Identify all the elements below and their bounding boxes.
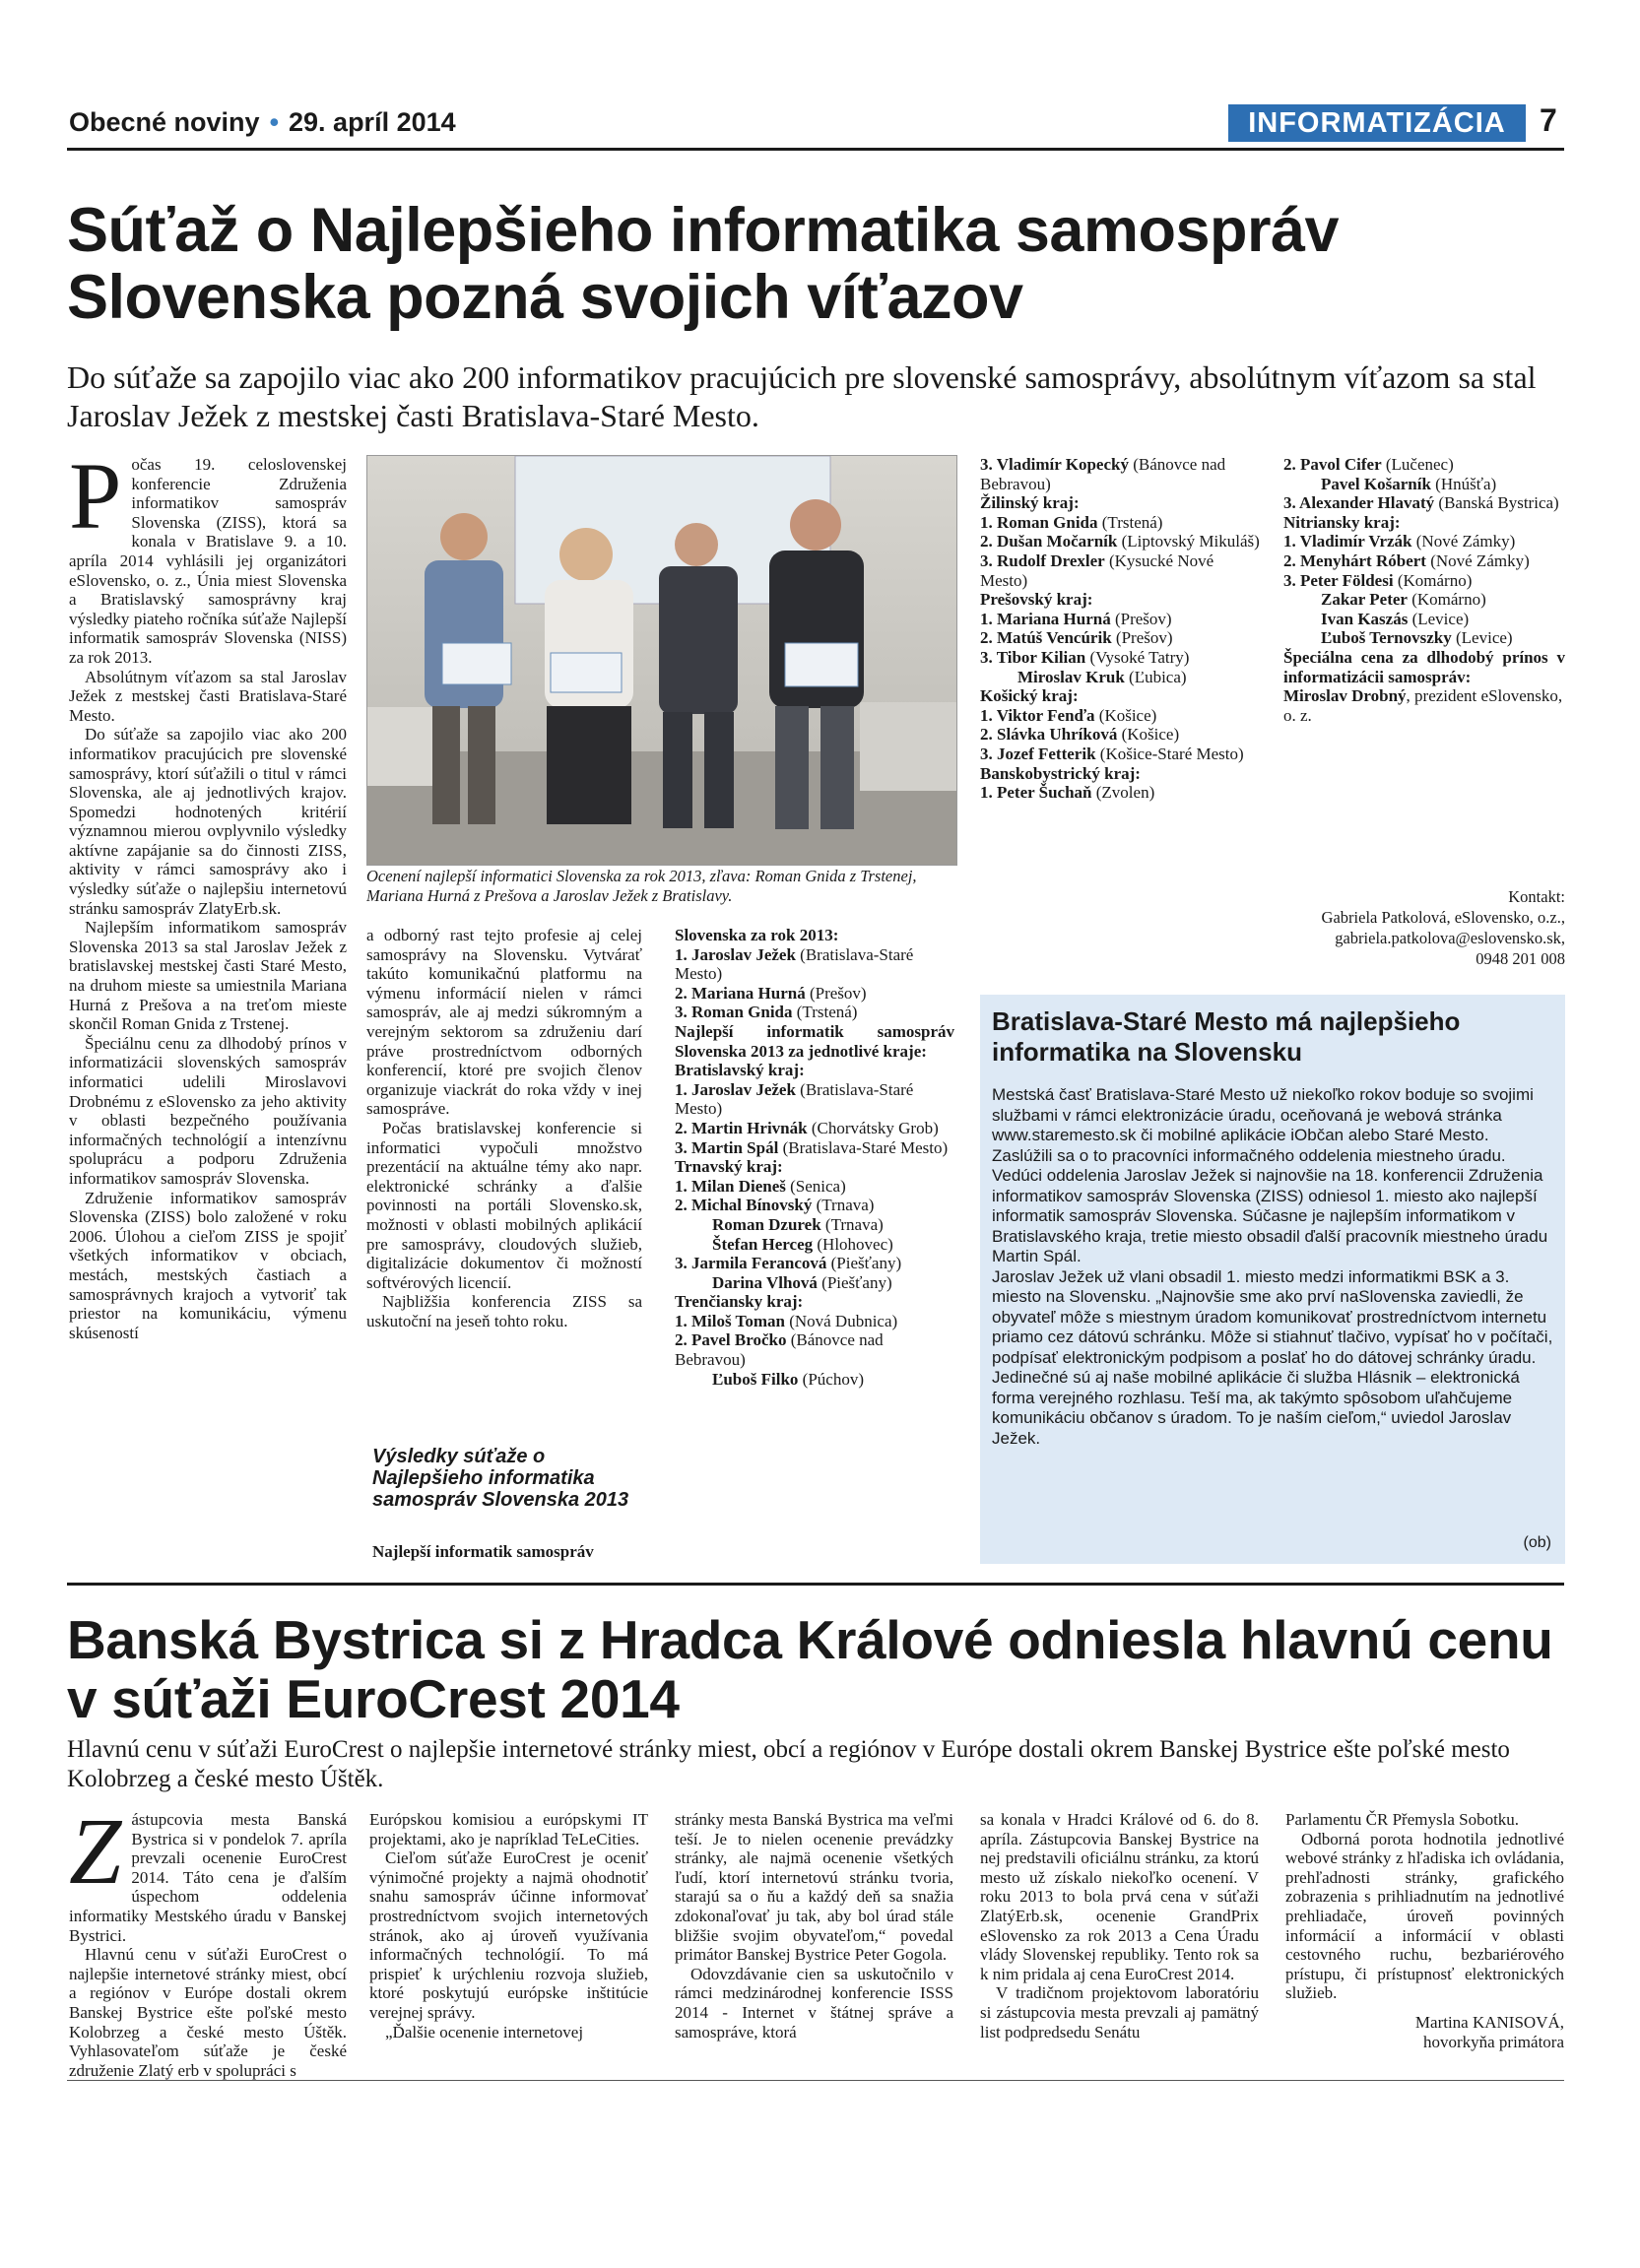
results-list: [675, 1080, 954, 1157]
result-name: Zakar Peter: [1321, 590, 1408, 610]
result-entry: [1283, 493, 1565, 513]
paragraph-text: očas 19. celoslovenskej konferencie Združenia informatikov samospráv Slovenska (ZISS), ktorá sa konala v Bratislave 9. a 10. apríla 2014 vyhlásili jej organizátori eSlovensko, o. z., Únia miest Slovenska a Bratislavský samosprávny kraj výsledky piateho ročníka súťaže Najlepší informatik samospráv Slovenska (NISS) za rok 2013.: [69, 455, 347, 667]
result-place: (Lučenec): [1381, 455, 1454, 474]
result-place: (Nové Zámky): [1411, 532, 1516, 551]
region-heading: Košický kraj:: [980, 686, 1079, 706]
result-name: 2. Martin Hrivnák: [675, 1118, 808, 1137]
results-subheading: Výsledky súťaže o Najlepšieho informatika samospráv Slovenska 2013: [372, 1446, 629, 1511]
photo-caption: Ocenení najlepší informatici Slovenska za rok 2013, zľava: Roman Gnida z Trstenej, Mariana Hurná z Prešova a Jaroslav Ježek z Bratislavy.: [366, 867, 917, 905]
sidebar-box: [980, 995, 1565, 1564]
results-list: [675, 1312, 954, 1389]
article1-paragraph: a odborný rast tejto profesie aj celej samosprávy na Slovensku. Vytvárať takúto komunikačnú platformu na výmenu informácií nielen v rámci samospráv, ale aj medzi súkromným a verejným sektorom sa združeniu darí práve prostredníctvom odborných konferencií, ktoré pre svojich členov organizuje viackrát do roka vždy v inej samospráve.: [366, 926, 642, 1119]
contact-block: [1283, 886, 1565, 969]
result-entry: [675, 1370, 954, 1390]
header-divider: [67, 148, 1564, 151]
result-place: (Liptovský Mikuláš): [1117, 532, 1260, 551]
article1-paragraph: Združenie informatikov samospráv Slovenska (ZISS) bolo založené v roku 2006. Úlohou a cieľom ZISS je spojiť všetkých informatikov v obciach, mestách, mestských častiach a samosprávnych krajoch a vytvoriť tak priestor na komunikáciu, výmenu skúseností: [69, 1188, 347, 1342]
article2-column-5: [1285, 1810, 1564, 2051]
result-place: (Kysucké Nové Mesto): [980, 551, 1214, 590]
contact-email: gabriela.patkolova@eslovensko.sk,: [1335, 929, 1565, 947]
result-place: (Piešťany): [826, 1254, 902, 1273]
result-entry: [980, 610, 1260, 629]
drop-cap: P: [69, 443, 122, 549]
result-entry: [980, 725, 1260, 745]
article2-paragraph: Hlavnú cenu v súťaži EuroCrest o najlepšie internetové stránky miest, obcí a regiónov v Európe dostali okrem Banskej Bystrice ešte poľské mesto Kolobrzeg a české mesto Úštěk. Vyhlasovateľom súťaže je české združenie Zlatý erb v spolupráci s: [69, 1945, 347, 2080]
result-place: , prezident eSlovensko, o. z.: [1283, 686, 1563, 725]
result-entry: [1283, 532, 1565, 551]
sidebar-box-title: Bratislava-Staré Mesto má najlepšieho informatika na Slovensku: [992, 1006, 1461, 1067]
result-name: Ľuboš Filko: [712, 1369, 799, 1389]
article2-lead: Hlavnú cenu v súťaži EuroCrest o najlepšie internetové stránky miest, obcí a regiónov v Európe dostali okrem Banskej Bystrice ešte poľské mesto Kolobrzeg a české mesto Úštěk.: [67, 1736, 1510, 1792]
results-heading: Najlepší informatik samospráv Slovenska 2013 za jednotlivé kraje:: [675, 1021, 954, 1061]
result-place: (Bratislava-Staré Mesto): [778, 1137, 949, 1157]
article1-paragraph: Počas bratislavskej konferencie si informatici vypočuli množstvo prezentácií na aktuálne témy ako napr. elektronické schránky a ďalšie povinnosti na portáli Slovensko.sk, možnosti v oblasti mobilných aplikácií pre samosprávy, cloudových služieb, digitalizácie dokumentov či možností softvérových licencií.: [366, 1118, 642, 1292]
article2-paragraph: Cieľom súťaže EuroCrest je oceniť výnimočné projekty a najmä ohodnotiť snahu samospráv účinne informovať prostredníctvom svojich internetových stránok, ako aj úroveň využívania informačných technológií. To má prispieť k urýchleniu rozvoja služieb, ktoré poskytujú európske inštitúcie verejnej správy.: [369, 1848, 648, 2022]
results-list: [980, 610, 1260, 686]
result-entry: [980, 706, 1260, 726]
result-name: Pavel Košarník: [1321, 474, 1431, 493]
results-intro: Najlepší informatik samospráv: [372, 1542, 594, 1561]
result-name: Ivan Kaszás: [1321, 609, 1409, 628]
result-place: (Ľubica): [1124, 667, 1187, 686]
results-column-a: [675, 926, 954, 1389]
section-label: INFORMATIZÁCIA: [1228, 104, 1526, 142]
paragraph-text: ástupcovia mesta Banská Bystrica si v pondelok 7. apríla prevzali ocenenie EuroCrest 2014. Táto cena je ďalším úspechom oddelenia informatiky Mestského úradu v Banskej Bystrici.: [69, 1810, 347, 1945]
winners-photo: [366, 455, 957, 866]
result-entry: [980, 532, 1260, 551]
result-entry: [1283, 475, 1565, 494]
article1-lead: Do súťaže sa zapojilo viac ako 200 informatikov pracujúcich pre slovenské samosprávy, absolútnym víťazom sa stal Jaroslav Ježek z mestskej časti Bratislava-Staré Mesto.: [67, 359, 1537, 433]
result-name: 2. Dušan Močarník: [980, 532, 1118, 551]
article2-paragraph: sa konala v Hradci Králové od 6. do 8. apríla. Zástupcovia Banskej Bystrice na nej predstavili oficiálnu stránku, za ktorú mesto už získalo niekoľko ocenení. V roku 2013 to bola prvá cena v súťaži ZlatýErb.sk, ocenenie GrandPrix eSlovensko za rok 2013 a Cena Úradu vlády Slovenskej republiky. Tento rok sa k nim pridala aj cena EuroCrest 2014.: [980, 1810, 1259, 1983]
results-column-b: [980, 455, 1260, 803]
author-name: Martina KANISOVÁ,: [1414, 2012, 1564, 2032]
result-entry: [675, 1080, 954, 1119]
result-name: 3. Alexander Hlavatý: [1283, 493, 1435, 513]
result-place: (Vysoké Tatry): [1085, 647, 1190, 667]
result-entry: [675, 945, 954, 984]
result-name: Ľuboš Ternovszky: [1321, 628, 1452, 648]
sidebar-box-body: [992, 1085, 1553, 1449]
bullet-icon: •: [269, 107, 280, 137]
author-role: hovorkyňa primátora: [1422, 2032, 1564, 2051]
result-entry: [675, 1177, 954, 1197]
article2-paragraph: [69, 1798, 347, 1945]
sidebar-paragraph: Jaroslav Ježek už vlani obsadil 1. miesto medzi informatikmi BSK a 3. miesto na Slovensku. „Najnovšie sme ako prví naSlovenska zaviedli, že obyvateľ môže s miestnym úradom komunikovať prostredníctvom internetu priamo cez dátovú schránku. Môže si stiahnuť tlačivo, vypísať ho v počítači, podpísať elektronickým podpisom a poslať ho do dátovej schránky úradu. Jedinečné sú aj naše mobilné aplikácie či služba Hlásnik – elektronická forma verejného rozhlasu. Teší ma, ak takýmto spôsobom uľahčujeme komunikáciu občanov s úradom. To je naším cieľom,“ uviedol Jaroslav Ježek.: [992, 1266, 1553, 1448]
result-place: (Trstená): [792, 1003, 858, 1022]
article1-paragraph: Špeciálnu cenu za dlhodobý prínos v informatizácii slovenských samospráv informatici udelili Miroslavovi Drobnému z eSlovensko za jeho aktivity v oblasti bezpečného používania informačných technológií a intenzívnu spoluprácu a podporu Združenia informatikov samospráv Slovenska.: [69, 1033, 347, 1188]
result-place: (Hlohovec): [813, 1234, 893, 1254]
article2-paragraph: „Ďalšie ocenenie internetovej: [385, 2022, 584, 2041]
article2-paragraph: V tradičnom projektovom laboratóriu si zástupcovia mesta prevzali aj pamätný list podpredsedu Senátu: [980, 1983, 1259, 2041]
page-number: 7: [1540, 102, 1557, 138]
result-name: Miroslav Kruk: [1017, 667, 1125, 686]
region-heading: Žilinský kraj:: [980, 493, 1080, 513]
result-entry: [675, 1312, 954, 1331]
result-name: Miroslav Drobný: [1283, 686, 1407, 706]
result-place: (Bánovce nad Bebravou): [980, 455, 1226, 493]
result-name: Roman Dzurek: [712, 1214, 821, 1234]
result-entry: [980, 628, 1260, 648]
result-place: (Prešov): [1111, 628, 1173, 648]
article1-paragraph: Najlepším informatikom samospráv Slovenska 2013 sa stal Jaroslav Ježek z bratislavskej mestskej časti Staré Mesto, na druhom mieste sa umiestnila Mariana Hurná z Prešova a na treťom mieste skončil Roman Gnida z Trstenej.: [69, 918, 347, 1034]
result-place: (Levice): [1408, 609, 1470, 628]
contact-phone: 0948 201 008: [1476, 949, 1565, 968]
result-place: (Chorvátsky Grob): [807, 1118, 939, 1137]
results-list: [980, 706, 1260, 764]
result-place: (Prešov): [805, 983, 867, 1003]
results-list: [1283, 455, 1565, 513]
result-entry: [675, 1235, 954, 1255]
result-place: (Nové Zámky): [1425, 551, 1530, 570]
result-name: 1. Miloš Toman: [675, 1311, 785, 1330]
result-entry: [980, 783, 1260, 803]
result-entry: [1283, 551, 1565, 571]
region-heading: Bratislavský kraj:: [675, 1061, 805, 1080]
result-place: (Senica): [785, 1176, 846, 1196]
article2-column-2: [369, 1810, 648, 2041]
result-place: (Košice): [1117, 725, 1180, 745]
result-name: 2. Slávka Uhríková: [980, 725, 1118, 745]
result-name: 1. Jaroslav Ježek: [675, 1079, 796, 1099]
result-entry: [1283, 628, 1565, 648]
result-name: Darina Vlhová: [712, 1272, 818, 1292]
article2-paragraph: Európskou komisiou a európskymi IT projektami, ako je napríklad TeLeCities.: [369, 1810, 648, 1848]
article1-column-1: [69, 443, 347, 1342]
result-name: Štefan Herceg: [712, 1234, 814, 1254]
article1-paragraph: Absolútnym víťazom sa stal Jaroslav Ježek z mestskej časti Bratislava-Staré Mesto.: [69, 667, 347, 725]
result-name: 2. Mariana Hurná: [675, 983, 806, 1003]
results-list: [980, 783, 1260, 803]
region-heading: Nitriansky kraj:: [1283, 512, 1401, 532]
result-name: 3. Vladimír Kopecký: [980, 455, 1129, 474]
article2-paragraph: Parlamentu ČR Přemysla Sobotku.: [1285, 1810, 1520, 1829]
article1-paragraph: Do súťaže sa zapojilo viac ako 200 informatikov pracujúcich pre slovenské samosprávy, ktorí súťažili o titul v rámci Slovenska, ale aj jednotlivých krajov. Spomedzi hodnotených kritérií významnou mierou ovplyvnilo výsledky aktívne zapájanie sa do činnosti ZISS, aktivity v rámci samosprávy ako i výsledky súťaže o najlepšiu internetovú stránku samospráv ZlatyErb.sk.: [69, 725, 347, 918]
result-place: (Nová Dubnica): [784, 1311, 898, 1330]
result-name: 3. Rudolf Drexler: [980, 551, 1105, 570]
result-name: 1. Jaroslav Ježek: [675, 944, 796, 964]
results-heading: Slovenska za rok 2013:: [675, 926, 839, 944]
photo-illustration: [367, 456, 956, 865]
results-list: [675, 1177, 954, 1293]
special-award-heading: Špeciálna cena za dlhodobý prínos v informatizácii samospráv:: [1283, 647, 1565, 686]
result-entry: [675, 1196, 954, 1215]
drop-cap: Z: [69, 1798, 122, 1904]
result-entry: [980, 745, 1260, 764]
article2-paragraph: stránky mesta Banská Bystrica ma veľmi teší. Je to nielen ocenenie prevádzky stránky, ale najmä ocenenie všetkých ľudí, ktorí internetovú stránku tvoria, starajú sa o ňu a každý deň sa snažia zdokonaľovať ju tak, aby bol úrad stále bližšie svojim obyvateľom,“ povedal primátor Banskej Bystrice Peter Gogola.: [675, 1810, 953, 1965]
result-entry: [675, 1119, 954, 1138]
results-column-c: [1283, 455, 1565, 725]
region-heading: Banskobystrický kraj:: [980, 763, 1141, 783]
article-divider: [67, 1583, 1564, 1586]
result-place: (Levice): [1451, 628, 1513, 648]
result-name: 3. Jozef Fetterik: [980, 744, 1096, 763]
result-name: 1. Milan Dieneš: [675, 1176, 786, 1196]
result-name: 2. Michal Bínovský: [675, 1196, 813, 1215]
result-entry: [675, 1215, 954, 1235]
result-entry: [980, 513, 1260, 533]
result-name: 3. Jarmila Ferancová: [675, 1254, 827, 1273]
result-place: (Košice): [1094, 705, 1157, 725]
article1-paragraph: Najbližšia konferencia ZISS sa uskutoční na jeseň tohto roku.: [366, 1292, 642, 1330]
result-place: (Komárno): [1393, 570, 1473, 590]
region-heading: Trenčiansky kraj:: [675, 1292, 804, 1312]
result-name: 3. Martin Spál: [675, 1137, 779, 1157]
result-name: 1. Roman Gnida: [980, 512, 1098, 532]
result-place: (Zvolen): [1091, 783, 1155, 803]
results-list: [1283, 532, 1565, 648]
result-name: 1. Viktor Fenďa: [980, 705, 1095, 725]
result-entry: [675, 1273, 954, 1293]
result-entry: [980, 648, 1260, 668]
result-place: (Trstená): [1097, 512, 1163, 532]
result-entry: [675, 1003, 954, 1022]
result-place: (Prešov): [1110, 609, 1172, 628]
article2-headline: Banská Bystrica si z Hradca Králové odniesla hlavnú cenu v súťaži EuroCrest 2014: [67, 1609, 1553, 1729]
result-name: 3. Roman Gnida: [675, 1003, 793, 1022]
article1-headline: Súťaž o Najlepšieho informatika samospráv Slovenska pozná svojich víťazov: [67, 196, 1340, 332]
article1-column-2: [366, 926, 642, 1330]
article2-column-4: [980, 1810, 1259, 2041]
article2-column-1: [69, 1798, 347, 2080]
result-name: 1. Mariana Hurná: [980, 609, 1111, 628]
result-entry: [980, 455, 1260, 493]
result-entry: [980, 668, 1260, 687]
results-list: [980, 513, 1260, 590]
result-place: (Trnava): [820, 1214, 884, 1234]
result-place: (Bratislava-Staré Mesto): [675, 1079, 914, 1119]
article2-column-3: [675, 1810, 953, 2041]
result-place: (Komárno): [1407, 590, 1486, 610]
result-entry: [1283, 571, 1565, 591]
issue-date: 29. apríl 2014: [289, 107, 456, 137]
result-entry: [1283, 455, 1565, 475]
result-name: 1. Vladimír Vrzák: [1283, 532, 1412, 551]
result-place: (Púchov): [798, 1369, 864, 1389]
region-heading: Trnavský kraj:: [675, 1157, 783, 1177]
result-name: 3. Tibor Kilian: [980, 647, 1086, 667]
article2-paragraph: Odovzdávanie cien sa uskutočnilo v rámci medzinárodnej konferencie ISSS 2014 - Internet v štátnej správe a samospráve, ktorá: [675, 1964, 953, 2041]
article2-paragraph: Odborná porota hodnotila jednotlivé webové stránky z hľadiska ich ovládania, prehľadnosti stránky, grafického zobrazenia s prihliadnutím na jednotlivé prehliadače, úroveň povinných informácií a informácií v oblasti cestovného ruchu, bezbariérového prístupu, či prístupnosť elektronických služieb.: [1285, 1829, 1564, 2003]
result-entry: [675, 1138, 954, 1158]
result-place: (Hnúšťa): [1430, 474, 1497, 493]
result-name: 2. Matúš Vencúrik: [980, 628, 1112, 648]
result-place: (Piešťany): [817, 1272, 892, 1292]
result-name: 3. Peter Földesi: [1283, 570, 1394, 590]
result-name: 2. Menyhárt Róbert: [1283, 551, 1426, 570]
contact-name: Gabriela Patkolová, eSlovensko, o.z.,: [1321, 908, 1565, 927]
footer-divider: [67, 2080, 1564, 2081]
result-place: (Bánovce nad Bebravou): [675, 1330, 884, 1370]
article2-signature: [1285, 2013, 1564, 2051]
result-place: (Trnava): [812, 1196, 875, 1215]
result-place: (Košice-Staré Mesto): [1095, 744, 1244, 763]
paper-name: Obecné noviny: [69, 107, 260, 137]
result-name: 1. Peter Šuchaň: [980, 783, 1092, 803]
sidebar-paragraph: Mestská časť Bratislava-Staré Mesto už niekoľko rokov boduje so svojimi službami v rámci elektronizácie úradu, oceňovaná je webová stránka www.staremesto.sk či mobilné aplikácie iObčan alebo Staré Mesto. Zaslúžili sa o to pracovníci informačného oddelenia miestneho úradu. Vedúci oddelenia Jaroslav Ježek si najnovšie na 18. konferencii Združenia informatikov samospráv Slovenska (ZISS) odniesol 1. miesto ako najlepší informatik samospráv Slovenska. Súčasne je najlepším informatikom v Bratislavského kraja, tretie miesto obsadil ďalší pracovník miestneho úradu Martin Spál.: [992, 1085, 1548, 1265]
result-name: 2. Pavol Cifer: [1283, 455, 1382, 474]
article1-paragraph: [69, 443, 347, 668]
result-place: (Banská Bystrica): [1434, 493, 1559, 513]
running-header: [69, 107, 456, 138]
result-entry: [675, 1330, 954, 1369]
result-entry: [1283, 610, 1565, 629]
results-list: [675, 945, 954, 1022]
sidebar-signature: (ob): [1523, 1534, 1551, 1551]
result-entry: [675, 984, 954, 1004]
result-entry: [980, 551, 1260, 590]
result-place: (Bratislava-Staré Mesto): [675, 944, 914, 984]
result-entry: [675, 1254, 954, 1273]
contact-label: Kontakt:: [1508, 887, 1565, 906]
special-award-entry: [1283, 686, 1565, 725]
result-entry: [1283, 590, 1565, 610]
result-name: 2. Pavel Bročko: [675, 1330, 787, 1350]
region-heading: Prešovský kraj:: [980, 590, 1093, 610]
